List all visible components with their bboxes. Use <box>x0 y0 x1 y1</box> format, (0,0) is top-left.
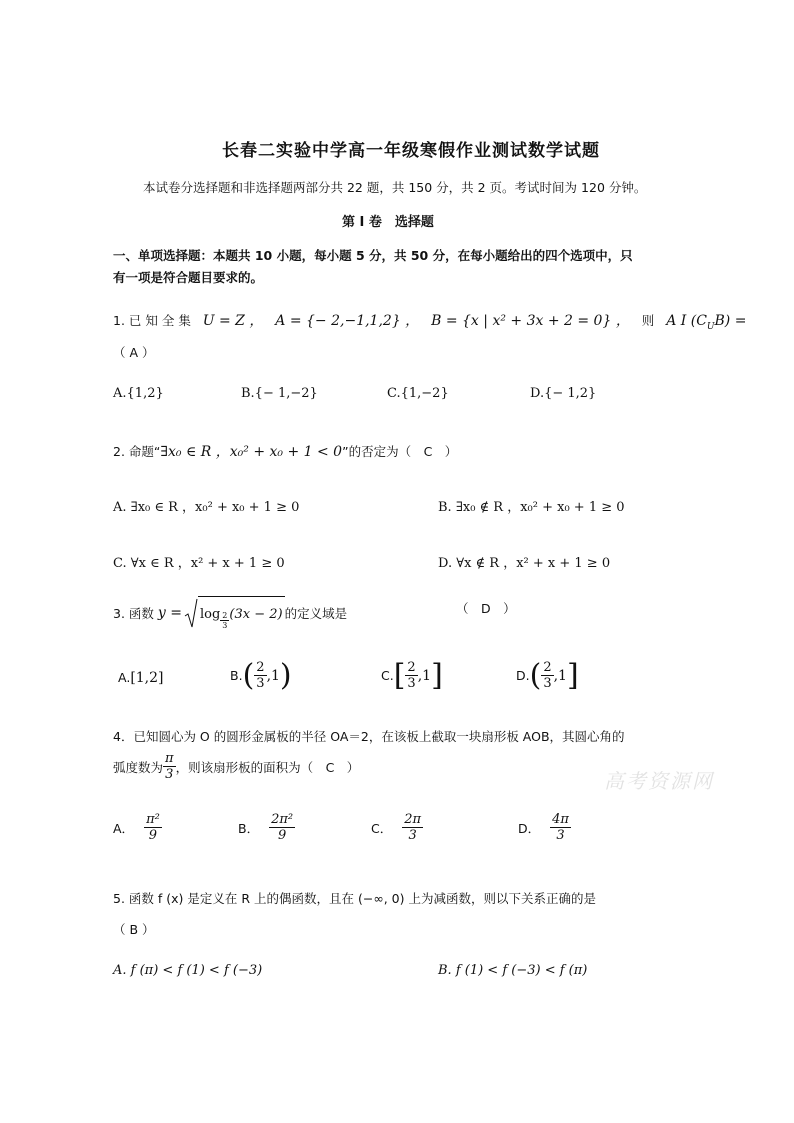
question-3-option-b: B. ( $\frac{2}{3}$ ,1 ) <box>230 657 292 693</box>
question-2-stem <box>113 441 457 461</box>
question-1-option-d: D.{− 1,2} <box>530 386 597 401</box>
question-3-prefix: 3. 函数 <box>113 606 154 621</box>
question-4-option-b: B． $\frac{\text{2π²}}{9}$ <box>238 812 294 843</box>
question-1-option-a: A.{1,2} <box>113 386 164 401</box>
question-4-line-2: 弧度数为 $\frac{\pi}{3}$ ，则该扇形板的面积为（ C ） <box>113 751 360 782</box>
question-5-option-b: B. f (1) < f (−3) < f (π) <box>438 963 588 978</box>
question-5-stem: 5. 函数 f (x) 是定义在 R 上的偶函数，且在 (−∞, 0) 上为减函数，则以下关系正确的是 <box>113 891 596 906</box>
question-3-suffix: 的定义域是 <box>284 606 348 621</box>
question-3-y: y = <box>157 605 182 621</box>
question-3-stem <box>113 596 347 630</box>
question-3-log: log <box>199 607 221 622</box>
page-title: 长春二实验中学高一年级寒假作业测试数学试题 <box>222 141 600 161</box>
sqrt-symbol-icon <box>184 598 198 628</box>
question-2-prefix: 2. 命题“ <box>113 444 161 459</box>
question-2-option-d: D. ∀x ∉ R ，x² + x + 1 ≥ 0 <box>438 556 611 571</box>
question-2-suffix: ”的否定为（ C ） <box>342 444 458 459</box>
question-1-expression: A I $(C_UB)$ = <box>666 313 747 332</box>
question-1-stem <box>113 310 746 332</box>
question-4-angle: $\frac{\pi}{3}$ <box>165 751 174 782</box>
question-2-option-c: C. ∀x ∈ R ，x² + x + 1 ≥ 0 <box>113 556 285 571</box>
question-2-proposition: ∃x₀ ∈ R ，x₀² + x₀ + 1 < 0 <box>160 444 343 460</box>
question-1-option-b: B.{− 1,−2} <box>241 386 318 401</box>
question-2-option-b: B. ∃x₀ ∉ R ，x₀² + x₀ + 1 ≥ 0 <box>438 500 625 515</box>
question-3-answer: （ D ） <box>456 601 516 616</box>
question-1-universal-set: U = Z ， <box>202 313 264 329</box>
question-3-option-a: A.[1,2] <box>118 670 164 686</box>
question-1-set-b: B = {x | x² + 3x + 2 = 0} ， <box>431 313 630 329</box>
question-5-option-a: A. f (π) < f (1) < f (−3) <box>113 963 263 978</box>
question-3-log-base: $\frac{2}{3}$ <box>222 611 228 630</box>
question-3-radicand <box>198 596 285 630</box>
question-1-answer: （ A ） <box>113 345 155 360</box>
question-1-set-a: A = {− 2,−1,1,2} ， <box>275 313 420 329</box>
question-3-option-d: D. ( $\frac{2}{3}$ ,1 ] <box>516 657 579 693</box>
volume-heading: 第 Ⅰ 卷 选择题 <box>342 215 434 230</box>
question-4-option-c: C． $\frac{2\pi}{3}$ <box>371 812 422 843</box>
question-1-number: 1. 已 知 全 集 <box>113 313 191 328</box>
question-3-option-c: C. [ $\frac{2}{3}$ ,1 ] <box>381 657 443 693</box>
watermark: 高考资源网 <box>604 769 714 793</box>
question-1-then: 则 <box>641 313 655 328</box>
question-2-option-a: A. ∃x₀ ∈ R ，x₀² + x₀ + 1 ≥ 0 <box>113 500 300 515</box>
question-5-answer: （ B ） <box>113 922 155 937</box>
exam-intro: 本试卷分选择题和非选择题两部分共 22 题，共 150 分，共 2 页。考试时间为 120 分钟。 <box>143 180 647 195</box>
section-heading-cont: 有一项是符合题目要求的。 <box>113 270 264 285</box>
section-heading: 一、单项选择题：本题共 10 小题，每小题 5 分，共 50 分，在每小题给出的四个选项中，只 <box>113 248 633 263</box>
question-4-option-d: D． $\frac{4\pi}{3}$ <box>518 812 569 843</box>
question-3-argument: (3x − 2) <box>229 607 283 622</box>
question-4-option-a: A． $\frac{\text{π²}}{9}$ <box>113 812 160 843</box>
question-4-line-1: 4．已知圆心为 O 的圆形金属板的半径 OA＝2，在该板上截取一块扇形板 AOB，其圆心角的 <box>113 729 625 744</box>
question-1-option-c: C.{1,−2} <box>387 386 449 401</box>
